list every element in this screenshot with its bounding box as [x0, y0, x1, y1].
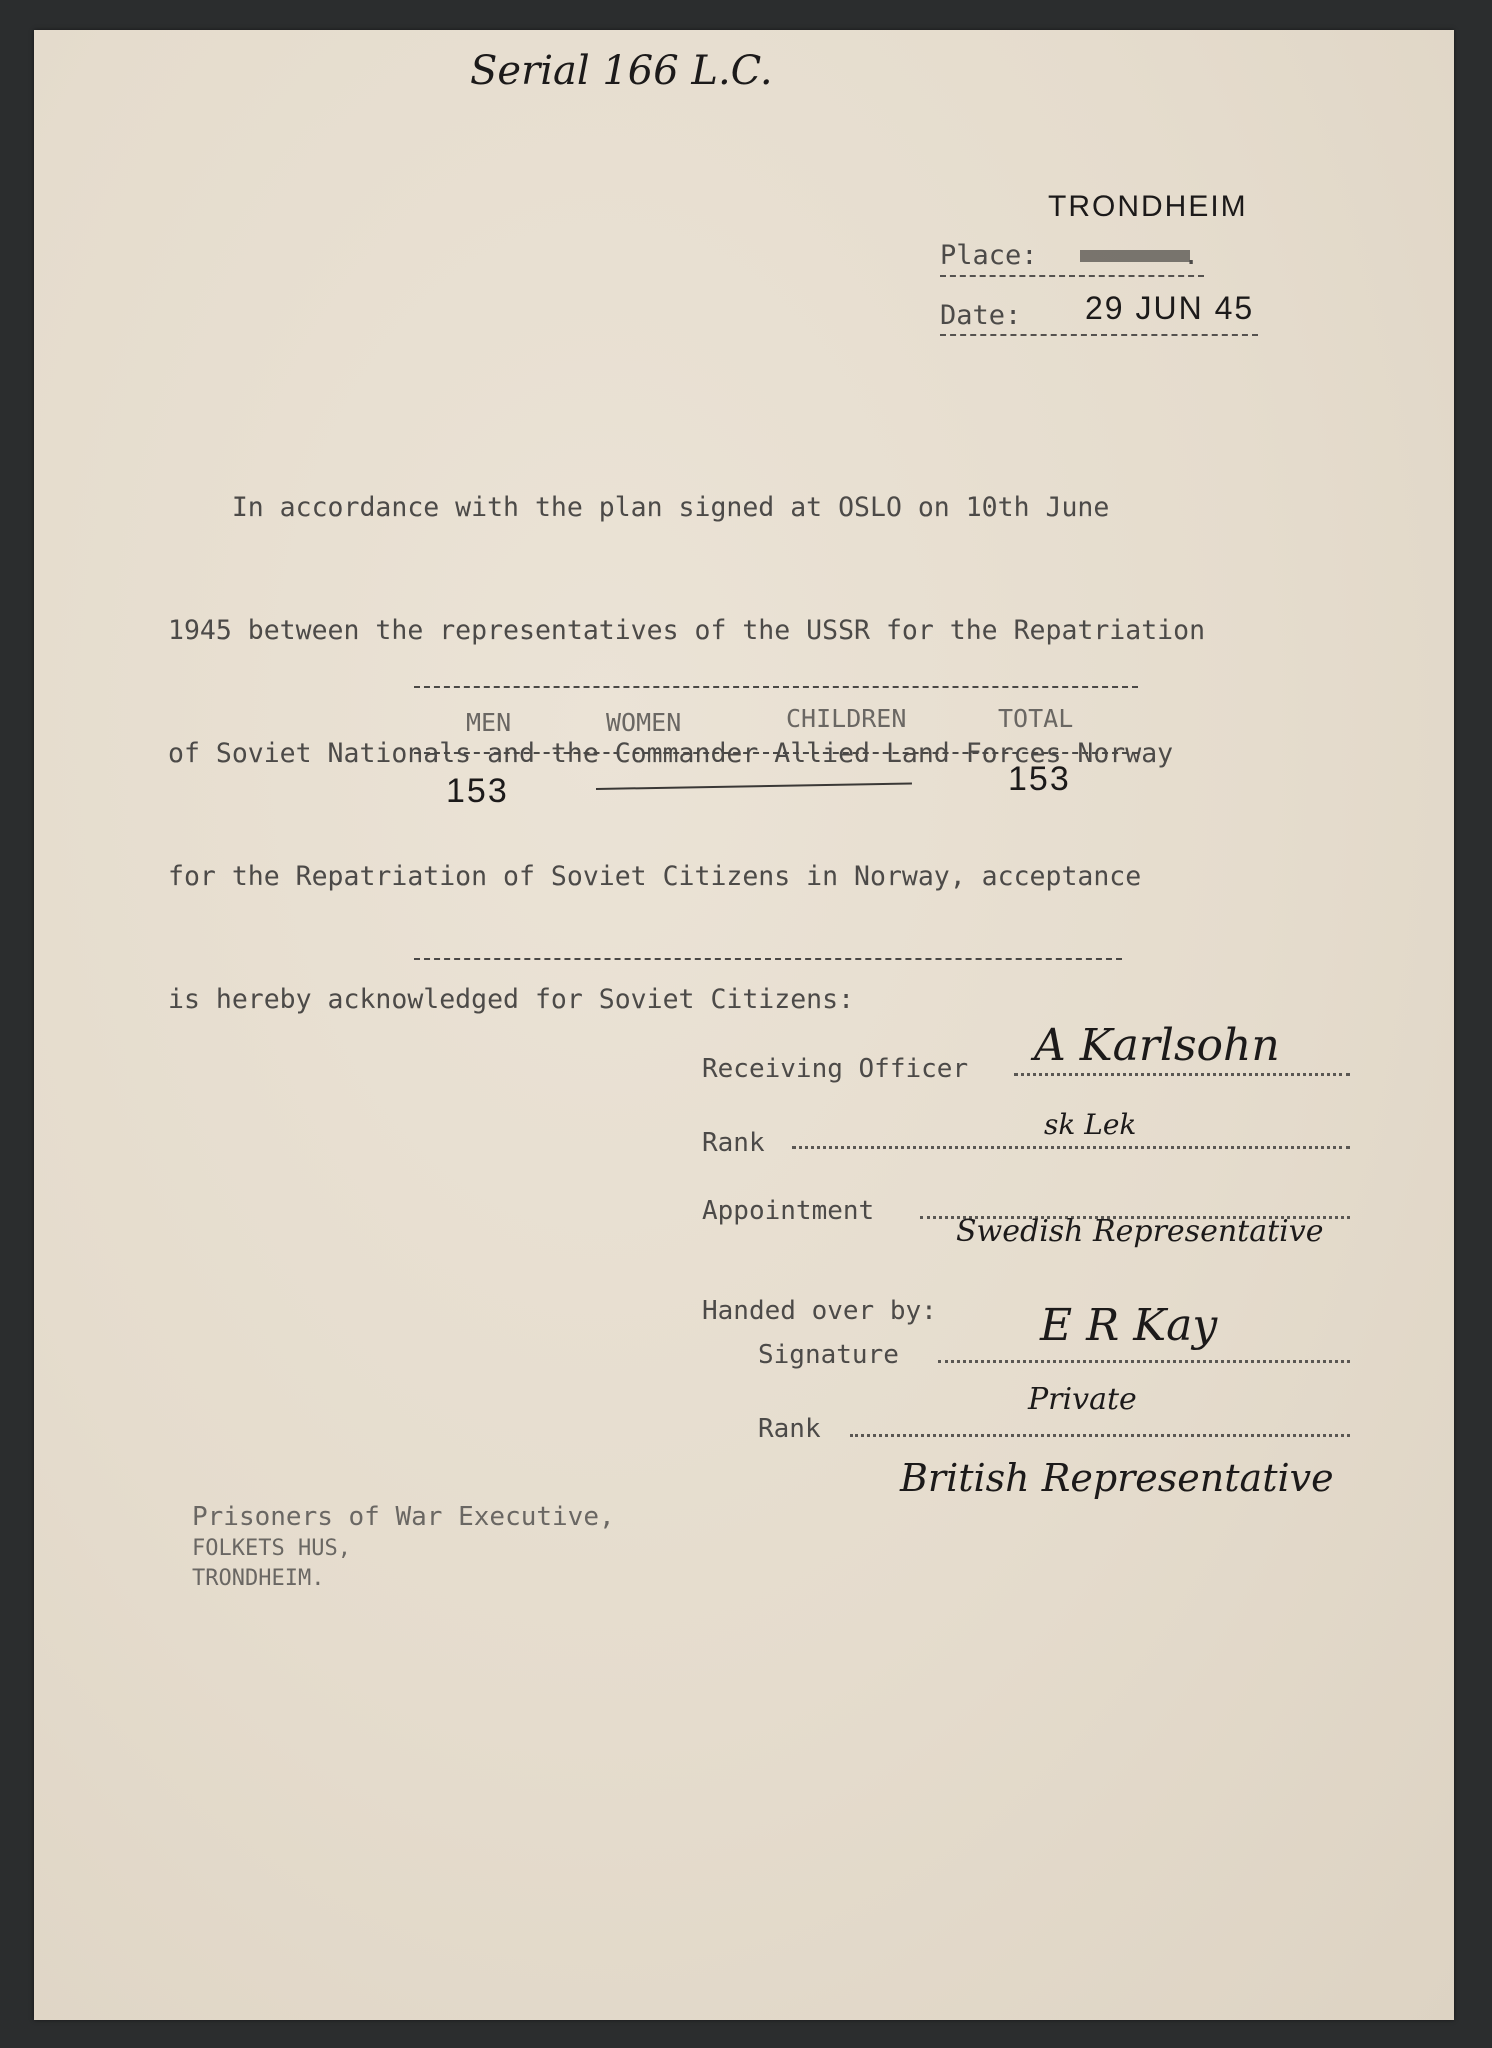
body-line: 1945 between the representatives of the USSR for the Repatriation — [168, 615, 1206, 646]
date-underline — [940, 334, 1258, 336]
place-value: TRONDHEIM — [1048, 190, 1248, 223]
men-count: 153 — [446, 772, 509, 810]
total-count: 153 — [1008, 760, 1071, 798]
footer-line-1: Prisoners of War Executive, — [192, 1502, 615, 1532]
rank-value: sk Lek — [1044, 1108, 1137, 1141]
footer-line-2: FOLKETS HUS, — [192, 1536, 351, 1561]
rank2-note: British Representative — [900, 1456, 1334, 1500]
body-line: is hereby acknowledged for Soviet Citizens: — [168, 984, 855, 1015]
rank-label: Rank — [702, 1128, 765, 1158]
receiving-officer-signature: A Karlsohn — [1034, 1020, 1280, 1071]
body-line: In accordance with the plan signed at OSLO on 10th June — [168, 492, 1110, 523]
appointment-label: Appointment — [702, 1196, 875, 1226]
receiving-officer-dots — [1014, 1073, 1350, 1076]
rank2-dots — [850, 1434, 1350, 1437]
receiving-officer-label: Receiving Officer — [702, 1054, 969, 1084]
body-line: of Soviet Nationals and the Commander Allied Land Forces Norway — [168, 738, 1174, 769]
place-label: Place: — [940, 240, 1038, 271]
header-women: WOMEN — [606, 708, 682, 737]
signature-dots — [938, 1360, 1350, 1363]
rank2-label: Rank — [758, 1414, 821, 1444]
header-men: MEN — [466, 708, 512, 737]
place-underline — [940, 275, 1204, 277]
signature-value: E R Kay — [1040, 1300, 1218, 1351]
footer-line-3: TRONDHEIM. — [192, 1566, 325, 1591]
date-value: 29 JUN 45 — [1085, 290, 1255, 326]
table-bottom-rule — [414, 958, 1122, 960]
signature-label: Signature — [758, 1340, 899, 1370]
handed-over-label: Handed over by: — [702, 1296, 937, 1326]
serial-note: Serial 166 L.C. — [470, 48, 773, 94]
header-children: CHILDREN — [786, 704, 907, 733]
place-period: . — [1183, 240, 1200, 271]
header-total: TOTAL — [998, 704, 1074, 733]
table-header-rule — [414, 752, 1138, 754]
body-line: for the Repatriation of Soviet Citizens in Norway, acceptance — [168, 861, 1142, 892]
appointment-value: Swedish Representative — [956, 1214, 1324, 1249]
date-label: Date: — [940, 300, 1022, 331]
place-strikeout — [1080, 250, 1190, 262]
rank2-value: Private — [1028, 1382, 1137, 1417]
table-top-rule — [414, 686, 1138, 688]
rank-dots — [792, 1146, 1350, 1149]
